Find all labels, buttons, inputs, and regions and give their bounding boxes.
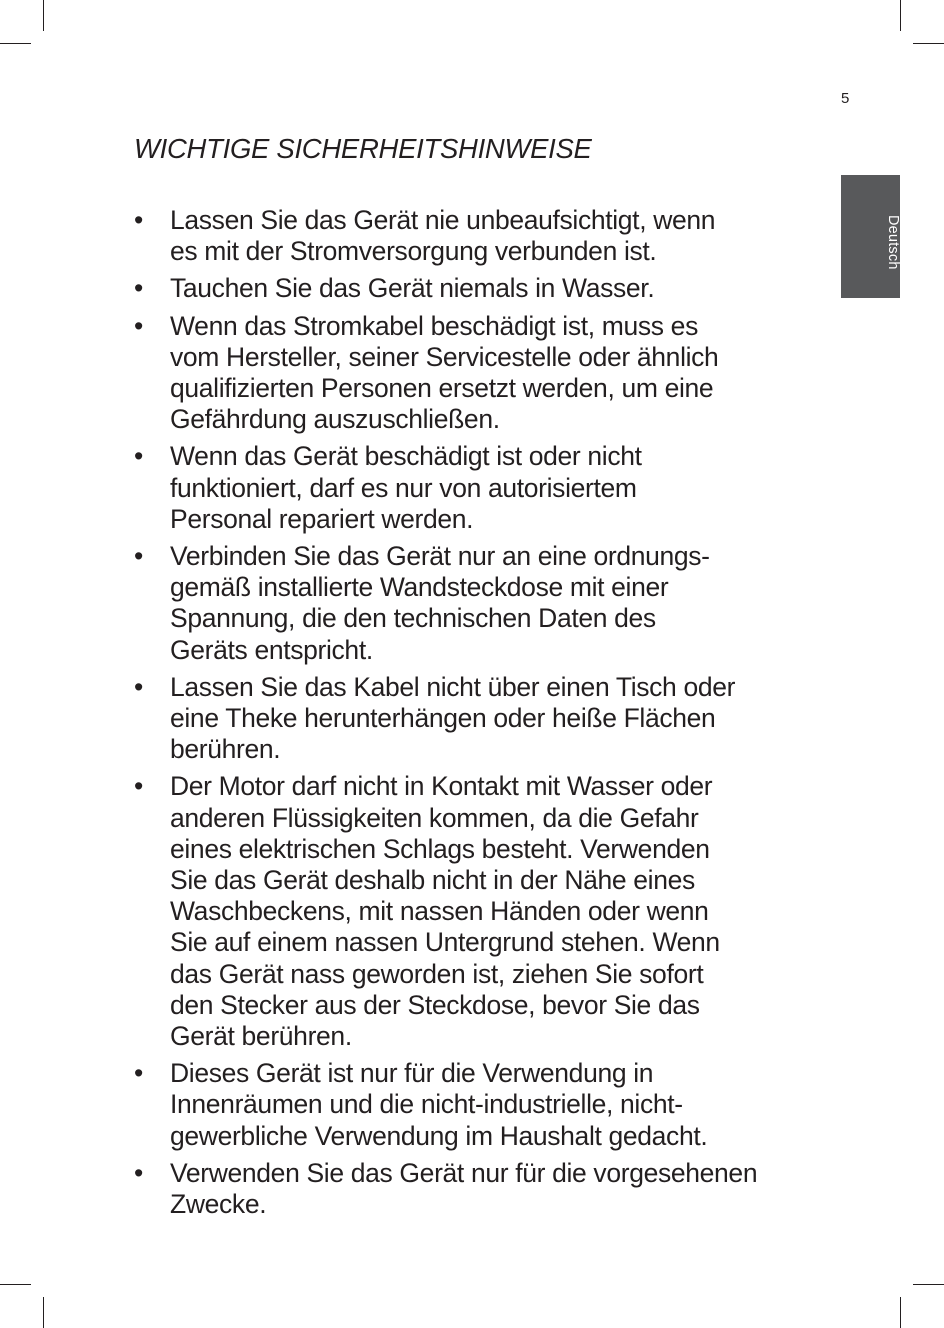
list-item (134, 441, 824, 535)
crop-mark-bottom-right-horizontal (913, 1284, 944, 1285)
section-title: WICHTIGE SICHERHEITSHINWEISE (134, 133, 592, 164)
crop-mark-bottom-left-horizontal (0, 1284, 31, 1285)
list-item-line: anderen Flüssigkeiten kommen, da die Gefahr (170, 802, 699, 833)
list-item (134, 541, 824, 666)
list-item-line: Lassen Sie das Gerät nie unbeaufsichtigt, wenn (170, 205, 716, 235)
crop-mark-top-left-vertical (43, 0, 44, 31)
list-item-line: Gefährdung auszuschließen. (170, 404, 500, 435)
list-item (134, 273, 824, 304)
crop-mark-bottom-right-vertical (900, 1297, 901, 1328)
bullet-icon: • (134, 273, 143, 304)
list-item-line: es mit der Stromversorgung verbunden ist. (170, 236, 657, 267)
list-item-line: Geräts entspricht. (170, 634, 373, 665)
bullet-icon: • (134, 310, 143, 341)
bullet-icon: • (134, 771, 143, 802)
list-item (134, 311, 824, 436)
crop-mark-top-right-horizontal (913, 43, 944, 44)
list-item-line: Sie auf einem nassen Untergrund stehen. Wenn (170, 927, 720, 958)
list-item-line: den Stecker aus der Steckdose, bevor Sie das (170, 989, 700, 1020)
list-item-line: Dieses Gerät ist nur für die Verwendung in (170, 1058, 654, 1089)
list-item-line: Verbinden Sie das Gerät nur an eine ordnungs- (170, 541, 710, 572)
list-item-line: eines elektrischen Schlags besteht. Verwenden (170, 833, 710, 864)
list-item-line: Spannung, die den technischen Daten des (170, 603, 656, 634)
bullet-icon: • (134, 1157, 143, 1188)
list-item-line: Tauchen Sie das Gerät niemals in Wasser. (170, 273, 655, 304)
list-item-line: vom Hersteller, seiner Servicestelle oder ähnlich (170, 341, 719, 372)
list-item-line: Wenn das Stromkabel beschädigt ist, muss es (170, 310, 698, 341)
crop-mark-bottom-left-vertical (43, 1297, 44, 1328)
list-item-line: Zwecke. (170, 1189, 267, 1220)
list-item-line: das Gerät nass geworden ist, ziehen Sie sofort (170, 958, 704, 989)
safety-instructions-list (134, 205, 824, 1226)
list-item-line: Gerät berühren. (170, 1021, 352, 1052)
list-item-line: eine Theke herunterhängen oder heiße Flächen (170, 703, 716, 734)
list-item (134, 672, 824, 766)
list-item (134, 205, 824, 267)
list-item (134, 1058, 824, 1152)
bullet-icon: • (134, 1058, 143, 1089)
list-item-line: Der Motor darf nicht in Kontakt mit Wasser oder (170, 771, 713, 802)
list-item-line: qualifizierten Personen ersetzt werden, um eine (170, 373, 714, 404)
list-item-line: Personal repariert werden. (170, 503, 474, 534)
language-tab (841, 175, 900, 298)
page-number: 5 (841, 90, 850, 107)
crop-mark-top-right-vertical (900, 0, 901, 31)
bullet-icon: • (134, 441, 143, 472)
list-item (134, 771, 824, 1052)
bullet-icon: • (134, 671, 143, 702)
crop-mark-top-left-horizontal (0, 43, 31, 44)
bullet-icon: • (134, 541, 143, 572)
list-item-line: Waschbeckens, mit nassen Händen oder wenn (170, 896, 709, 927)
list-item-line: Innenräumen und die nicht-industrielle, nicht- (170, 1089, 683, 1120)
list-item-line: funktioniert, darf es nur von autorisiertem (170, 472, 637, 503)
language-tab-label: Deutsch (885, 214, 901, 270)
list-item-line: berühren. (170, 734, 281, 765)
list-item-line: gemäß installierte Wandsteckdose mit einer (170, 572, 669, 603)
bullet-icon: • (134, 205, 143, 235)
list-item-line: Wenn das Gerät beschädigt ist oder nicht (170, 441, 642, 472)
list-item-line: Sie das Gerät deshalb nicht in der Nähe eines (170, 865, 695, 896)
list-item (134, 1158, 824, 1220)
list-item-line: Verwenden Sie das Gerät nur für die vorgesehenen (170, 1157, 758, 1188)
list-item-line: gewerbliche Verwendung im Haushalt gedacht. (170, 1120, 708, 1151)
list-item-line: Lassen Sie das Kabel nicht über einen Tisch oder (170, 671, 736, 702)
